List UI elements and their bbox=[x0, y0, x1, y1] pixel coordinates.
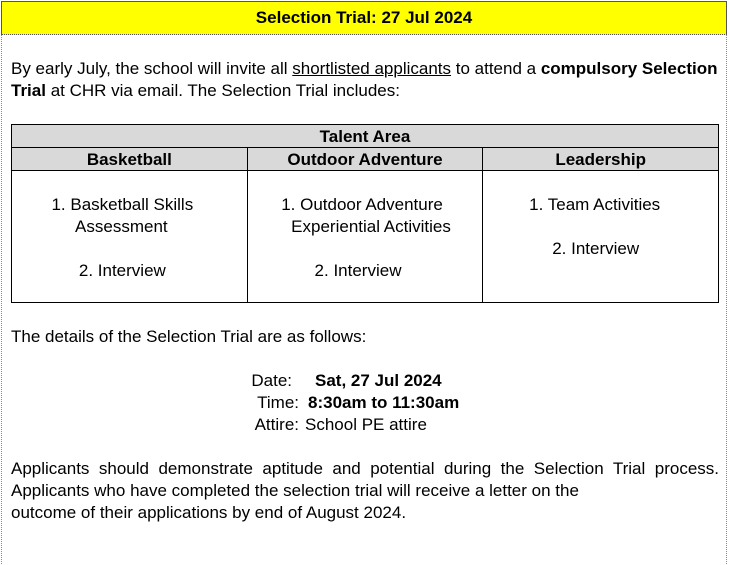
attire-row bbox=[0, 414, 729, 436]
column-outdoor-adventure: Outdoor Adventure bbox=[247, 148, 483, 171]
trial-details bbox=[0, 370, 729, 436]
talent-area-header: Talent Area bbox=[12, 125, 719, 148]
outdoor-item-2: 2. Interview bbox=[314, 261, 402, 280]
basketball-cell bbox=[12, 171, 248, 303]
attire-label: Attire: bbox=[254, 415, 299, 434]
date-row bbox=[0, 370, 729, 392]
basketball-item-1: 1. Basketball Skills bbox=[51, 195, 194, 214]
basketball-item-2: 2. Interview bbox=[78, 261, 166, 280]
leadership-cell bbox=[483, 171, 719, 303]
outdoor-item-1-cont: Experiential Activities bbox=[291, 217, 451, 236]
time-value: 8:30am to 11:30am bbox=[308, 393, 460, 412]
talent-area-header-row bbox=[12, 125, 719, 148]
column-leadership: Leadership bbox=[483, 148, 719, 171]
basketball-item-1-cont: Assessment bbox=[75, 217, 168, 236]
selection-trial-banner bbox=[1, 1, 727, 35]
shortlisted-applicants-text: shortlisted applicants bbox=[292, 59, 452, 78]
activities-row bbox=[12, 171, 719, 303]
column-basketball: Basketball bbox=[12, 148, 248, 171]
date-value: Sat, 27 Jul 2024 bbox=[315, 371, 442, 390]
closing-text-2: outcome of their applications by end of August 2024. bbox=[11, 503, 407, 522]
intro-text-1: By early July, the school will invite all bbox=[11, 59, 293, 78]
closing-text-1: Applicants should demonstrate aptitude and potential during the Selection Trial process. Applicants who have completed the selection trial will receive a letter on the bbox=[11, 459, 719, 500]
compulsory-selection-trial-text: compulsory Selection Trial bbox=[11, 59, 718, 100]
talent-area-table bbox=[11, 124, 719, 303]
banner-title: Selection Trial: 27 Jul 2024 bbox=[255, 8, 473, 27]
intro-text-2: to attend a bbox=[451, 59, 541, 78]
time-label: Time: bbox=[257, 393, 299, 412]
attire-value: School PE attire bbox=[305, 415, 427, 434]
outdoor-item-1: 1. Outdoor Adventure bbox=[281, 195, 443, 214]
closing-paragraph bbox=[11, 458, 719, 524]
time-row bbox=[0, 392, 729, 414]
column-header-row bbox=[12, 148, 719, 171]
outdoor-adventure-cell bbox=[247, 171, 483, 303]
leadership-item-2: 2. Interview bbox=[552, 239, 640, 258]
details-intro: The details of the Selection Trial are as follows: bbox=[11, 327, 367, 346]
leadership-item-1: 1. Team Activities bbox=[529, 195, 661, 214]
intro-text-3: at CHR via email. The Selection Trial includes: bbox=[45, 81, 400, 100]
date-label: Date: bbox=[251, 371, 292, 390]
intro-paragraph bbox=[11, 58, 719, 102]
